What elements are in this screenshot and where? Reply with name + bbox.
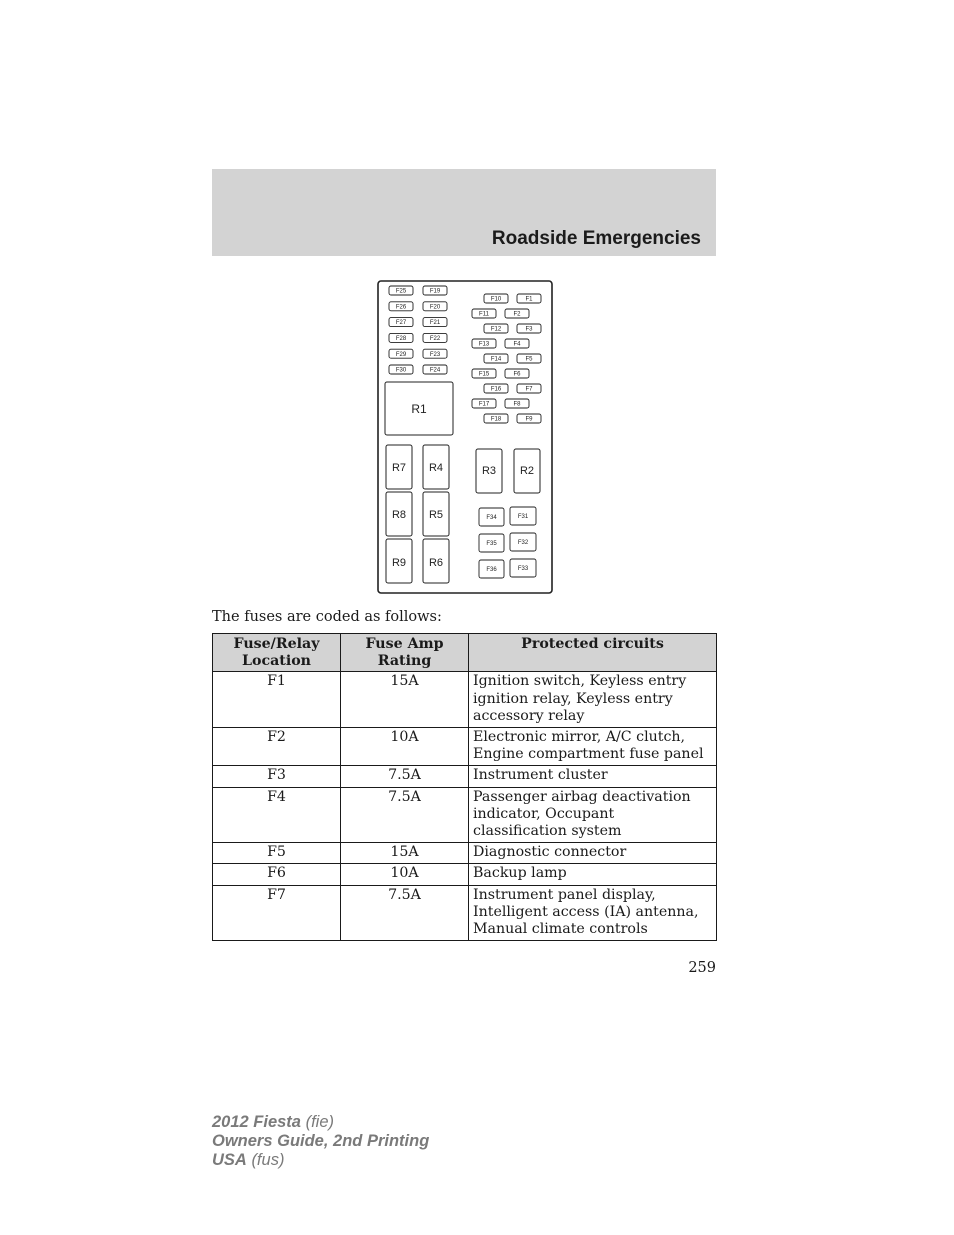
- fuse-f12: [484, 324, 508, 333]
- fuse-f7: [517, 384, 541, 393]
- fuse-f3: [517, 324, 541, 333]
- fuse-label: F11: [479, 311, 489, 318]
- fuse-rating: 15A: [341, 843, 469, 864]
- footer-market-code: (fus): [251, 1151, 285, 1169]
- svg-text:R7: R7: [391, 462, 407, 474]
- fuse-location: F2: [213, 728, 341, 766]
- fuse-rating: 7.5A: [341, 885, 469, 941]
- fuse-label: F6: [513, 371, 521, 378]
- relay-r1: [385, 382, 453, 435]
- fuse-label: F9: [525, 416, 533, 423]
- fuse-f35: [479, 534, 504, 552]
- relay-r5: [423, 492, 449, 536]
- fuse-label: F26: [395, 304, 407, 311]
- fuse-label: F13: [478, 341, 490, 348]
- relay-r3: [476, 449, 502, 493]
- fuse-label: F20: [429, 304, 441, 311]
- fuse-label: F36: [486, 567, 497, 574]
- fuse-label: F4: [513, 341, 521, 348]
- footer-model: 2012 Fiesta: [212, 1113, 301, 1131]
- svg-text:R1: R1: [411, 402, 427, 416]
- fuse-f10: [484, 294, 508, 303]
- table-row: [213, 864, 717, 885]
- fuse-location: F6: [213, 864, 341, 885]
- svg-text:R5: R5: [428, 509, 444, 521]
- fuse-f11: [472, 309, 496, 318]
- fuse-label: F23: [429, 351, 441, 358]
- fuse-f1: [517, 294, 541, 303]
- fuse-f15: [472, 369, 496, 378]
- relay-r2: [514, 449, 540, 493]
- fuse-label: F34: [486, 515, 497, 522]
- intro-text: The fuses are coded as follows:: [212, 609, 442, 625]
- fuse-label: F8: [513, 401, 521, 408]
- svg-text:R8: R8: [391, 509, 407, 521]
- section-header-band: [212, 169, 716, 256]
- protected-circuits: Passenger airbag deactivation indicator, Occupant classification system: [469, 787, 717, 843]
- relay-r4: [423, 445, 449, 489]
- protected-circuits: Backup lamp: [469, 864, 717, 885]
- fuse-f24: [423, 365, 447, 374]
- fuse-label: F30: [395, 367, 407, 374]
- column-header-circuits: Protected circuits: [469, 634, 717, 672]
- fuse-label: F22: [429, 336, 441, 342]
- fuse-f36: [479, 560, 504, 578]
- fuse-f22: [423, 333, 447, 342]
- table-row: [213, 672, 717, 728]
- fuse-rating: 10A: [341, 864, 469, 885]
- footer-line-2: Owners Guide, 2nd Printing: [212, 1132, 430, 1150]
- fuse-label: F12: [490, 326, 502, 333]
- svg-text:R4: R4: [428, 462, 444, 474]
- fuse-f21: [423, 318, 447, 327]
- table-row: [213, 885, 717, 941]
- fuse-rating: 15A: [341, 672, 469, 728]
- document-footer: [212, 1113, 429, 1170]
- footer-line-3: [212, 1151, 429, 1170]
- fuse-label: F28: [395, 336, 407, 342]
- fuse-f18: [484, 414, 508, 423]
- table-row: [213, 728, 717, 766]
- relay-r7: [386, 445, 412, 489]
- fuse-f8: [505, 399, 529, 408]
- fuse-f34: [479, 508, 504, 526]
- fuse-label: F21: [429, 320, 441, 327]
- fuse-f16: [484, 384, 508, 393]
- protected-circuits: Ignition switch, Keyless entry ignition relay, Keyless entry accessory relay: [469, 672, 717, 728]
- fuse-label: F1: [525, 296, 533, 303]
- fuse-f17: [472, 399, 496, 408]
- fuse-label: F24: [429, 367, 441, 374]
- fuse-f20: [423, 302, 447, 311]
- protected-circuits: Diagnostic connector: [469, 843, 717, 864]
- fuse-f33: [510, 559, 536, 577]
- fuse-f19: [423, 286, 447, 295]
- fuse-label: F25: [395, 288, 407, 295]
- fuse-f28: [389, 333, 413, 342]
- fuse-label: F3: [525, 326, 533, 333]
- column-header-location: Fuse/Relay Location: [213, 634, 341, 672]
- fuse-label: F16: [490, 386, 502, 393]
- fuse-f31: [510, 507, 536, 525]
- fuse-location: F1: [213, 672, 341, 728]
- fuse-location: F3: [213, 766, 341, 787]
- fuse-f9: [517, 414, 541, 423]
- protected-circuits: Instrument cluster: [469, 766, 717, 787]
- fuse-label: F33: [517, 566, 529, 573]
- fuse-panel-diagram: [377, 280, 553, 594]
- fuse-label: F32: [517, 540, 529, 547]
- relay-r6: [423, 539, 449, 583]
- fuse-label: F35: [486, 541, 497, 548]
- fuse-label: F2: [513, 311, 521, 318]
- fuse-label: F10: [490, 296, 502, 303]
- fuse-location: F4: [213, 787, 341, 843]
- page-number: 259: [688, 960, 716, 976]
- fuse-label: F27: [395, 320, 407, 327]
- fuse-rating: 10A: [341, 728, 469, 766]
- protected-circuits: Electronic mirror, A/C clutch, Engine compartment fuse panel: [469, 728, 717, 766]
- table-row: [213, 766, 717, 787]
- fuse-f30: [389, 365, 413, 374]
- fuse-f14: [484, 354, 508, 363]
- fuse-label: F17: [478, 401, 490, 408]
- svg-text:R2: R2: [519, 465, 535, 477]
- fuse-label: F14: [490, 356, 502, 363]
- fuse-f32: [510, 533, 536, 551]
- fuse-location: F7: [213, 885, 341, 941]
- table-header-row: [213, 634, 717, 672]
- relay-r8: [386, 492, 412, 536]
- fuse-f2: [505, 309, 529, 318]
- fuse-f5: [517, 354, 541, 363]
- fuse-f27: [389, 318, 413, 327]
- fuse-f25: [389, 286, 413, 295]
- fuse-f6: [505, 369, 529, 378]
- fuse-f29: [389, 349, 413, 358]
- table-row: [213, 843, 717, 864]
- footer-line-1: [212, 1113, 429, 1132]
- svg-text:R6: R6: [428, 557, 444, 569]
- section-title: Roadside Emergencies: [491, 228, 701, 249]
- footer-market: USA: [212, 1151, 247, 1169]
- protected-circuits: Instrument panel display, Intelligent access (IA) antenna, Manual climate controls: [469, 885, 717, 941]
- fuse-location: F5: [213, 843, 341, 864]
- fuse-f13: [472, 339, 496, 348]
- fuse-label: F19: [429, 288, 441, 295]
- fuse-f26: [389, 302, 413, 311]
- svg-text:R9: R9: [391, 557, 407, 569]
- fuse-f4: [505, 339, 529, 348]
- fuse-label: F29: [395, 351, 407, 358]
- relay-r9: [386, 539, 412, 583]
- fuse-f23: [423, 349, 447, 358]
- fuse-label: F18: [490, 416, 502, 423]
- fuse-rating: 7.5A: [341, 787, 469, 843]
- fuse-table: [212, 633, 717, 941]
- column-header-rating: Fuse Amp Rating: [341, 634, 469, 672]
- fuse-label: F31: [517, 514, 529, 521]
- fuse-label: F15: [478, 371, 490, 378]
- fuse-rating: 7.5A: [341, 766, 469, 787]
- svg-text:R3: R3: [481, 465, 497, 477]
- fuse-label: F5: [525, 356, 533, 363]
- table-row: [213, 787, 717, 843]
- fuse-label: F7: [525, 386, 533, 393]
- footer-model-code: (fie): [305, 1113, 334, 1131]
